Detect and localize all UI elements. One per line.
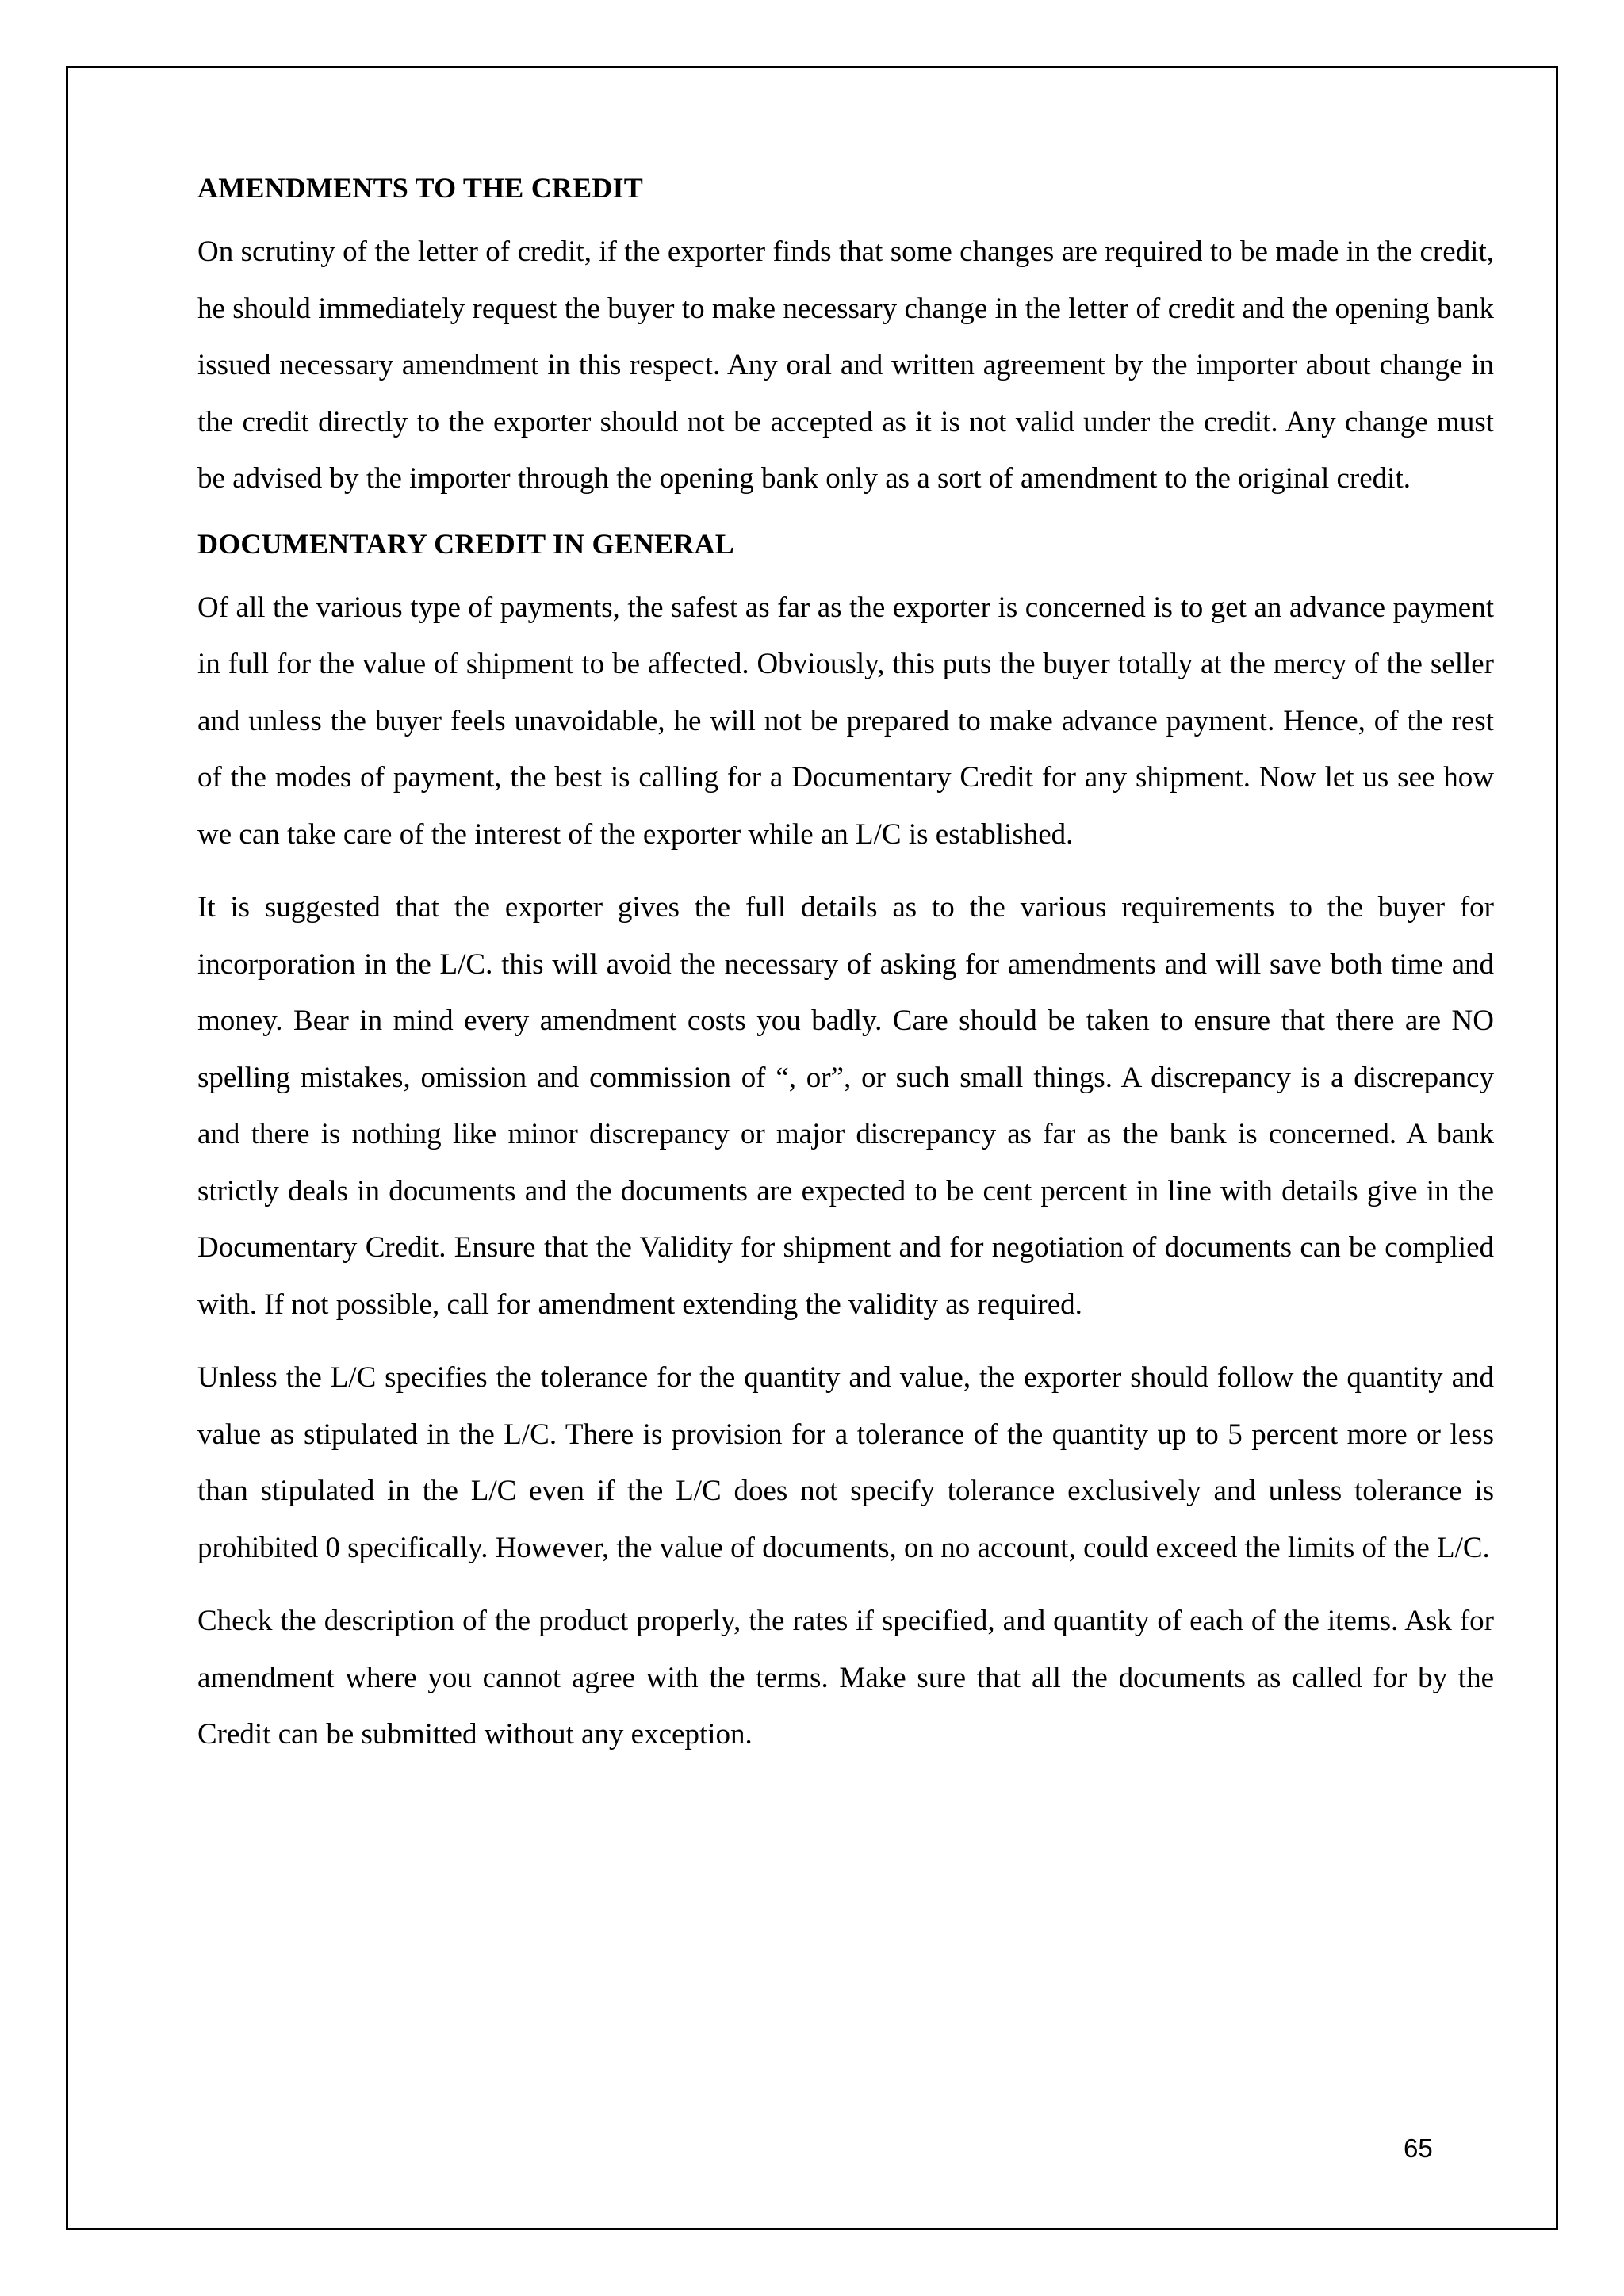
paragraph-documentary-credit-4: Check the description of the product properly, the rates if specified, and quantity of each of the items. Ask for amendment where you cannot agree with the terms. Make sure that all the documents as called for by the Credit can be submitted without any exception. bbox=[197, 1605, 1494, 1751]
paragraph-documentary-credit-1: Of all the various type of payments, the safest as far as the exporter is concerned is to get an advance payment in full for the value of shipment to be affected. Obviously, this puts the buyer totally at the mercy of the seller and unless the buyer feels unavoidable, he will not be prepared to make advance payment. Hence, of the rest of the modes of payment, the best is calling for a Documentary Credit for any shipment. Now let us see how we can take care of the interest of the exporter while an L/C is established. bbox=[197, 591, 1494, 851]
section-heading-documentary-credit: DOCUMENTARY CREDIT IN GENERAL bbox=[197, 527, 734, 560]
paragraph-documentary-credit-3: Unless the L/C specifies the tolerance for the quantity and value, the exporter should follow the quantity and value as stipulated in the L/C. There is provision for a tolerance of the quantity up to 5 percent more or less than stipulated in the L/C even if the L/C does not specify tolerance exclusively and unless tolerance is prohibited 0 specifically. However, the value of documents, on no account, could exceed the limits of the L/C. bbox=[197, 1361, 1494, 1564]
paragraph-documentary-credit-2: It is suggested that the exporter gives the full details as to the various requirements to the buyer for incorporation in the L/C. this will avoid the necessary of asking for amendments and will save both time and money. Bear in mind every amendment costs you badly. Care should be taken to ensure that there are NO spelling mistakes, omission and commission of “, or”, or such small things. A discrepancy is a discrepancy and there is nothing like minor discrepancy or major discrepancy as far as the bank is concerned. A bank strictly deals in documents and the documents are expected to be cent percent in line with details give in the Documentary Credit. Ensure that the Validity for shipment and for negotiation of documents can be complied with. If not possible, call for amendment extending the validity as required. bbox=[197, 891, 1494, 1321]
document-body bbox=[197, 168, 1494, 1780]
section-heading-amendments: AMENDMENTS TO THE CREDIT bbox=[197, 172, 643, 204]
paragraph-amendments-1: On scrutiny of the letter of credit, if the exporter finds that some changes are required to be made in the credit, he should immediately request the buyer to make necessary change in the letter of credit and the opening bank issued necessary amendment in this respect. Any oral and written agreement by the importer about change in the credit directly to the exporter should not be accepted as it is not valid under the credit. Any change must be advised by the importer through the opening bank only as a sort of amendment to the original credit. bbox=[197, 235, 1494, 495]
page-number: 65 bbox=[1404, 2133, 1433, 2163]
